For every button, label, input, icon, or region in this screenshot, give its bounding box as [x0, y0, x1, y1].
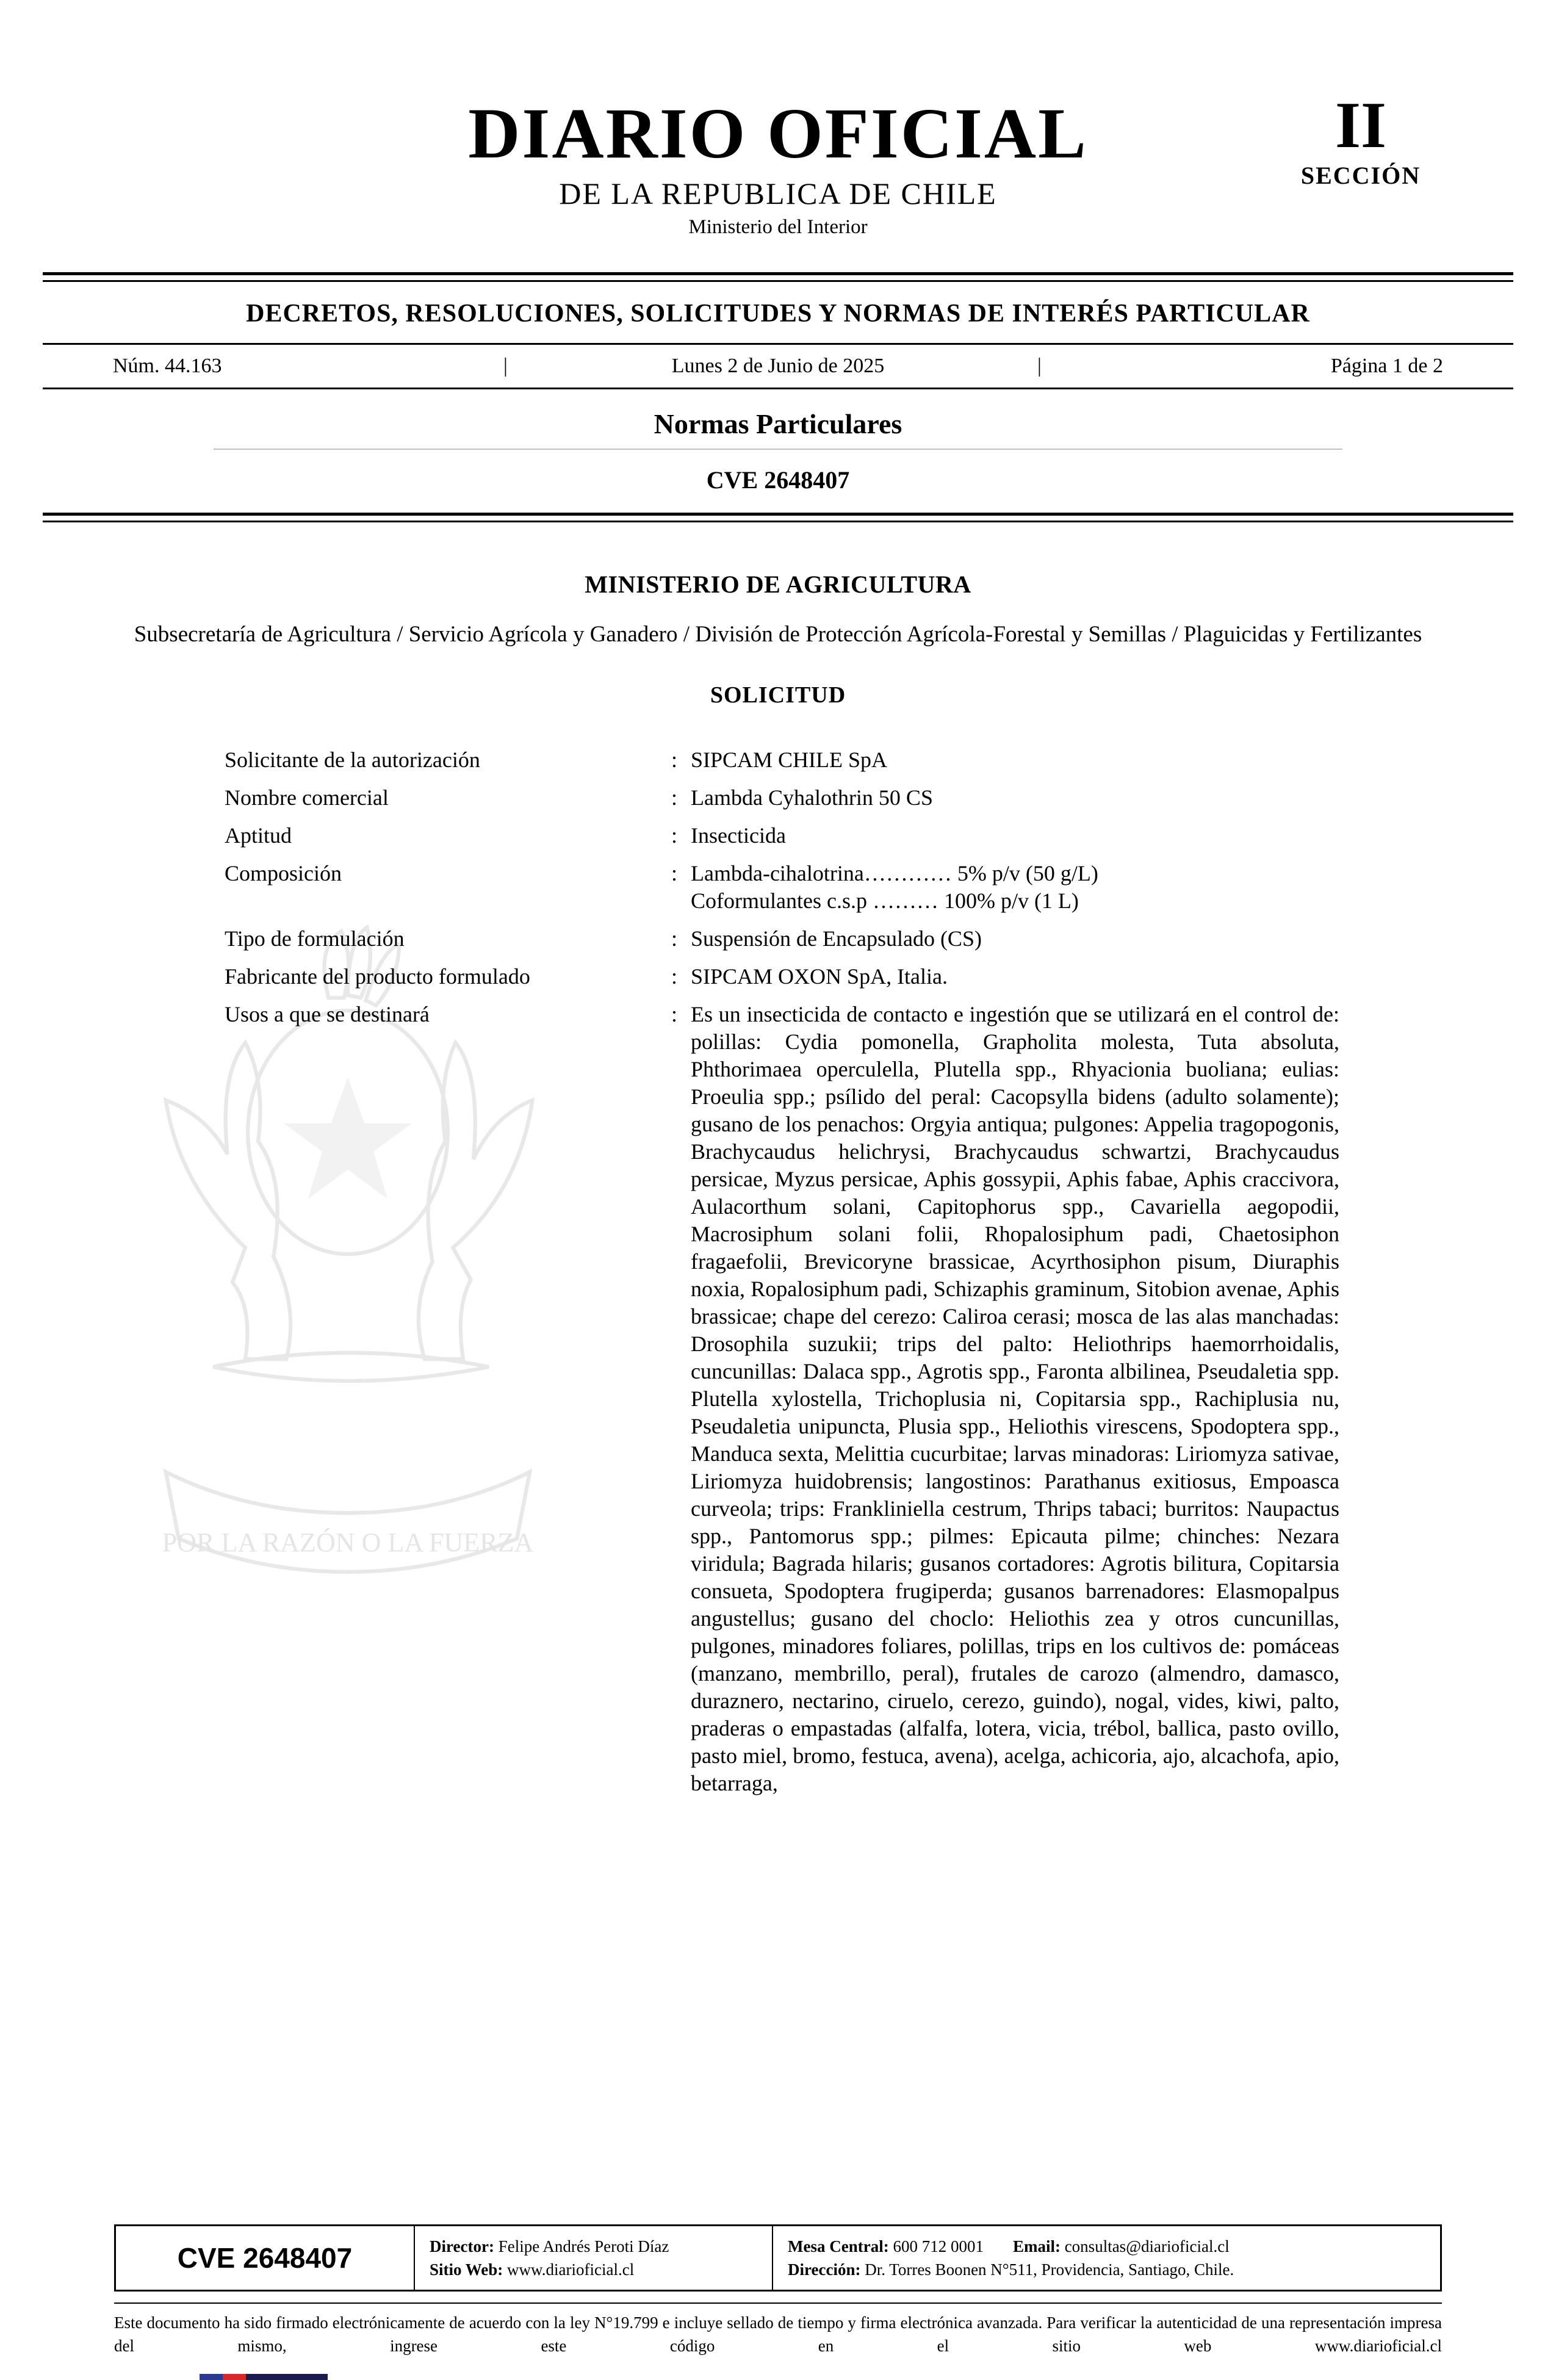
email-label: Email: — [1012, 2237, 1061, 2256]
field-colon: : — [671, 1002, 678, 1026]
banner-heading: DECRETOS, RESOLUCIONES, SOLICITUDES Y NORMAS DE INTERÉS PARTICULAR — [246, 300, 1310, 328]
section-number: II — [1334, 89, 1387, 162]
field-value: SIPCAM OXON SpA, Italia. — [691, 964, 948, 989]
email-value: consultas@diarioficial.cl — [1064, 2237, 1230, 2256]
field-value: Insecticida — [691, 823, 786, 848]
field-colon: : — [671, 926, 678, 951]
field-colon: : — [671, 861, 678, 885]
form-row-solicitante — [225, 746, 1339, 774]
signature-bar-dark-segment — [246, 2374, 328, 2380]
field-value: SIPCAM CHILE SpA — [691, 748, 888, 772]
footer-contact-line — [788, 2235, 1425, 2258]
form-row-aptitud — [225, 822, 1339, 849]
signature-bar-red-segment — [223, 2374, 246, 2380]
page-footer — [114, 2224, 1442, 2380]
mesa-label: Mesa Central: — [788, 2237, 889, 2256]
cve-number: CVE 2648407 — [706, 466, 850, 494]
divider-thin-2 — [43, 388, 1513, 389]
issue-meta-row — [113, 345, 1443, 388]
direccion-value: Dr. Torres Boonen N°511, Providencia, Santiago, Chile. — [865, 2260, 1234, 2279]
form-row-usos — [225, 1001, 1339, 1797]
field-colon: : — [671, 964, 678, 989]
web-label: Sitio Web: — [430, 2260, 503, 2279]
field-value: Suspensión de Encapsulado (CS) — [691, 926, 982, 951]
divider-light — [214, 449, 1342, 450]
watermark-motto: POR LA RAZÓN O LA FUERZA — [162, 1527, 534, 1558]
subsecretaria-line: Subsecretaría de Agricultura / Servicio Agrícola y Ganadero / División de Protección Agrícola-Forestal y Semillas / Plaguicidas y Fertilizantes — [134, 622, 1422, 647]
footer-director-line — [430, 2235, 757, 2258]
footer-web-line — [430, 2258, 757, 2281]
field-label: Aptitud — [225, 823, 292, 848]
field-value — [691, 860, 1339, 915]
usos-text: Es un insecticida de contacto e ingestión que se utilizará en el control de: polillas: Cydia pomonella, Grapholita molesta, Tuta absoluta, Phthorimaea operculella, Plutella spp., Rhyacionia buoliana; eulias: Proeulia spp.; psílido del peral: Cacopsylla bidens (adulto solamente); gusano de los penachos: Orgyia antiqua; pulgones: Appelia tragopogonis, Brachycaudus helichrysi, Brachycaudus schwartzi, Brachycaudus persicae, Myzus persicae, Aphis gossypii, Aphis fabae, Aphis craccivora, Aulacorthum solani, Capitophorus spp., Cavariella aegopodii, Macrosiphum solani folii, Rhopalosiphum padi, Chaetosiphon fragaefolii, Brevicoryne brassicae, Acyrthosiphon pisum, Diuraphis noxia, Ropalosiphum padi, Schizaphis graminum, Sitobion avenae, Aphis brassicae; chape del cerezo: Caliroa cerasi; mosca de las alas manchadas: Drosophila suzukii; trips del palto: Heliothrips haemorrhoidalis, cuncunillas: Dalaca spp., Agrotis spp., Faronta albilinea, Pseudaletia spp. Plutella xylostella, Trichoplusia ni, Copitarsia spp., Rachiplusia nu, Pseudaletia unipuncta, Plusia spp., Heliothis virescens, Spodoptera spp., Manduca sexta, Melittia cucurbitae; larvas minadoras: Liriomyza sativae, Liriomyza huidobrensis; langostinos: Parathanus exitiosus, Empoasca curveola; trips: Frankliniella cestrum, Thrips tabaci; burritos: Naupactus spp., Pantomorus spp.; pilmes: Epicauta pilme; chinches: Nezara viridula; Bagrada hilaris; gusanos cortadores: Agrotis bilitura, Copitarsia consueta, Spodoptera frugiperda; gusanos barrenadores: Elasmopalpus angustellus; gusano del choclo: Heliothis zea y otros cuncunillas, pulgones, minadores foliares, polillas, trips en los cultivos de: pomáceas (manzano, membrillo, peral), frutales de carozo (almendro, damasco, duraznero, nectarino, ciruelo, cerezo, guindo), nogal, vides, kiwi, palto, praderas o empastadas (alfalfa, lotera, vicia, trébol, ballica, pasto ovillo, pasto miel, bromo, festuca, avena), acelga, achicoria, ajo, alcachofa, apio, betarraga, — [691, 1002, 1339, 1795]
field-label: Fabricante del producto formulado — [225, 964, 530, 989]
footer-cve: CVE 2648407 — [177, 2242, 353, 2274]
section-indicator — [1288, 89, 1434, 190]
footer-contact-cell — [772, 2226, 1440, 2290]
signature-color-bar — [200, 2374, 328, 2380]
page-indicator: Página 1 de 2 — [1330, 355, 1443, 377]
field-label: Solicitante de la autorización — [225, 748, 480, 772]
signature-bar-blue-segment — [200, 2374, 223, 2380]
director-value: Felipe Andrés Peroti Díaz — [498, 2237, 669, 2256]
composicion-line-2: Coformulantes c.s.p ……… 100% p/v (1 L) — [691, 889, 1079, 913]
field-colon: : — [671, 785, 678, 810]
divider-double-mid — [43, 513, 1513, 522]
solicitud-form — [225, 746, 1339, 1797]
form-row-tipo-formulacion — [225, 925, 1339, 953]
footer-address-line — [788, 2258, 1425, 2281]
field-value: Lambda Cyhalothrin 50 CS — [691, 785, 933, 810]
meta-separator: | — [1037, 355, 1042, 377]
field-label: Tipo de formulación — [225, 926, 405, 951]
composicion-line-1: Lambda-cihalotrina………… 5% p/v (50 g/L) — [691, 861, 1098, 885]
field-label: Usos a que se destinará — [225, 1002, 430, 1026]
mesa-central — [788, 2237, 984, 2256]
masthead-ministry: Ministerio del Interior — [688, 216, 868, 238]
footer-info-box — [114, 2224, 1442, 2292]
form-row-composicion — [225, 860, 1339, 915]
solicitud-heading: SOLICITUD — [710, 682, 846, 708]
field-label: Composición — [225, 861, 342, 885]
mesa-value: 600 712 0001 — [893, 2237, 984, 2256]
field-label: Nombre comercial — [225, 785, 389, 810]
footer-director-cell — [414, 2226, 772, 2290]
divider-double-top — [43, 272, 1513, 282]
field-colon: : — [671, 748, 678, 772]
email — [1013, 2237, 1230, 2256]
web-value: www.diarioficial.cl — [507, 2260, 635, 2279]
form-row-nombre-comercial — [225, 784, 1339, 812]
masthead-title: DIARIO OFICIAL — [468, 93, 1088, 173]
meta-separator: | — [503, 355, 508, 377]
divider-legal — [114, 2302, 1442, 2304]
field-colon: : — [671, 823, 678, 848]
issue-number: Núm. 44.163 — [113, 355, 222, 377]
section-label: SECCIÓN — [1300, 161, 1421, 189]
masthead — [0, 0, 1556, 256]
issue-date: Lunes 2 de Junio de 2025 — [671, 355, 885, 377]
legal-notice: Este documento ha sido firmado electrónicamente de acuerdo con la ley N°19.799 e incluye sellado de tiempo y firma electrónica avanzada. Para verificar la autenticidad de una representación impresa del mismo, ingrese este código en el sitio web www.diarioficial.cl — [114, 2313, 1442, 2355]
ministry-heading: MINISTERIO DE AGRICULTURA — [585, 571, 971, 598]
section-title: Normas Particulares — [654, 408, 902, 439]
masthead-subtitle: DE LA REPUBLICA DE CHILE — [559, 176, 997, 211]
director-label: Director: — [430, 2237, 494, 2256]
direccion-label: Dirección: — [788, 2260, 861, 2279]
form-row-fabricante — [225, 963, 1339, 990]
